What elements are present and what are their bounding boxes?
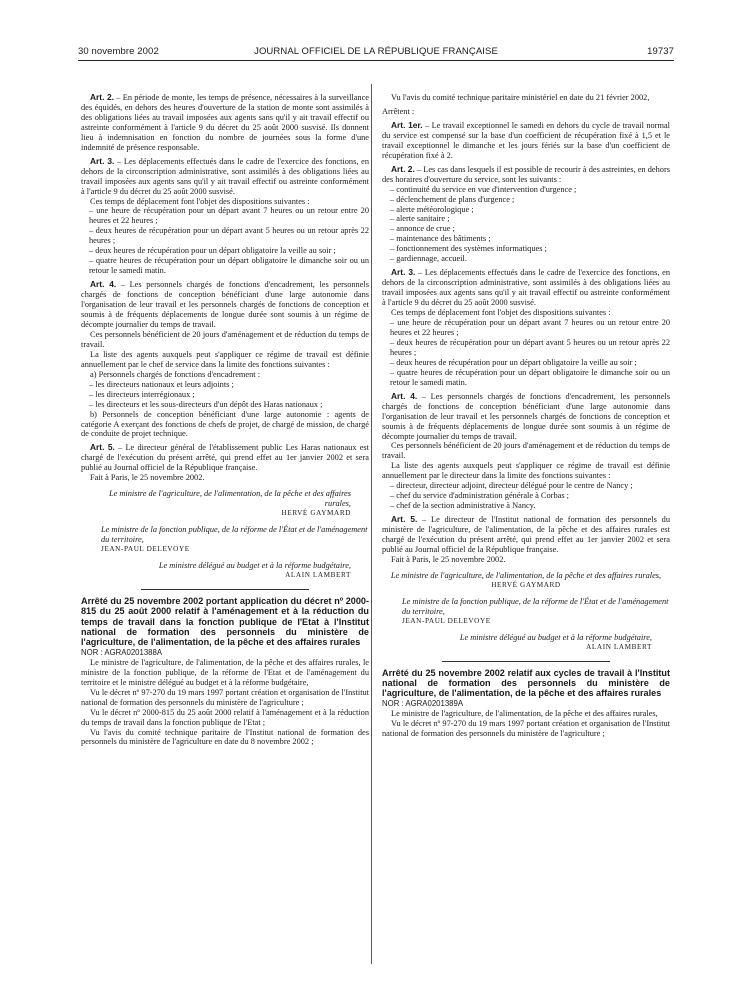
signature-block: Le ministre de la fonction publique, de la réforme de l'État et de l'aménagement du territoire, JEAN-PAUL DELEVOYE — [101, 525, 368, 553]
article-4-p2: Ces personnels bénéficient de 20 jours d'aménagement et de réduction du temps de travail. — [81, 329, 369, 349]
signature-block: Le ministre délégué au budget et à la réforme budgétaire, ALAIN LAMBERT — [81, 561, 369, 581]
page-header — [78, 44, 674, 61]
article-4-p3: La liste des agents auxquels peut s'appliquer ce régime de travail est définie annuellement par le chef de service dans la limite des fonctions suivantes : — [81, 349, 369, 369]
article-5: Art. 5. – Le directeur général de l'établissement public Les Haras nationaux est chargé de l'exécution du présent arrêté, qui prend effet au 1er janvier 2002 et sera publié au Journal officiel de la République française. — [81, 442, 369, 473]
signatory-name: ALAIN LAMBERT — [586, 642, 652, 651]
list-item: – continuité du service en vue d'intervention d'urgence ; — [390, 184, 577, 194]
article-4: Art. 4. – Les personnels chargés de fonctions d'encadrement, les personnels chargés de fonctions de conception bénéficiant d'une large autonomie dans l'organisation de leur travail et les personnels chargés de fonctions de conception et soumis à de fréquents déplacements de longue durée sont soumis à un régime de décompte journalier du temps de travail. — [81, 279, 369, 329]
nor-reference: NOR : AGRA0201389A — [382, 698, 464, 708]
left-column — [81, 93, 369, 747]
list-item: – chef de la section administrative à Nancy. — [390, 501, 536, 511]
fait-a-paris: Fait à Paris, le 25 novembre 2002. — [391, 554, 506, 564]
arretent: Arrêtent : — [382, 106, 415, 116]
article-1: Art. 1er. – Le travail exceptionnel le samedi en dehors du cycle de travail normal du service est compensé sur la base d'un coefficient de récupération fixé à 1,5 et le travail exceptionnel le dimanche et les jours fériés sur la base d'un coefficient de récupération fixé à 2. — [382, 119, 670, 160]
visa: Vu le décret nº 97-270 du 19 mars 1997 portant création et organisation de l'Institut national de formation des personnels du ministère de l'agriculture ; — [382, 718, 670, 738]
list-item: – une heure de récupération pour un départ avant 7 heures ou un retour entre 20 heures et 22 heures ; — [89, 206, 369, 226]
article-3-intro: Ces temps de déplacement font l'objet des dispositions suivantes : — [90, 196, 310, 206]
list-item: – alerte météorologique ; — [390, 204, 474, 214]
article-4: Art. 4. – Les personnels chargés de fonctions d'encadrement, les personnels chargés de fonctions de conception bénéficiant d'une large autonomie dans l'organisation de leur travail et les personnels chargés de fonctions de conception et soumis à de fréquents déplacements de longue durée sont soumis à un régime de décompte journalier du temps de travail. — [382, 390, 670, 441]
fait-a-paris: Fait à Paris, le 25 novembre 2002. — [90, 473, 205, 483]
article-4-a: a) Personnels chargés de fonctions d'encadrement : — [90, 369, 261, 379]
article-2: Art. 2. – En période de monte, les temps de présence, nécessaires à la surveillance des équidés, en dehors des heures d'ouverture de la station de monte sont assimilés à des obligations liées au travail imposées aux agents sans qu'il y ait travail effectif ou astreinte conformément à l'article 9 du décret du 25 août 2000 susvisé. Ils donnent lieu à indemnisation en fonction du nombre de journées sous la forme d'une indemnité de présence responsable. — [81, 92, 369, 152]
list-item: – directeur, directeur adjoint, directeur délégué pour le centre de Nancy ; — [390, 481, 633, 491]
list-item: – les directeurs interrégionaux ; — [89, 389, 195, 399]
article-3: Art. 3. – Les déplacements effectués dans le cadre de l'exercice des fonctions, en dehors de la circonscription administrative, sont assimilés à des obligations liées au travail imposées aux agents sans qu'il y ait travail effectif ou astreinte conformément à l'article 9 du décret du 25 août 2000 susvisé. — [382, 267, 670, 308]
signatory-name: HERVÉ GAYMARD — [491, 580, 561, 589]
list-item: – chef du service d'administration générale à Corbas ; — [390, 491, 569, 501]
signature-block: Le ministre de la fonction publique, de la réforme de l'État et de l'aménagement du territoire, JEAN-PAUL DELEVOYE — [402, 596, 669, 625]
section-separator — [141, 589, 309, 590]
preamble: Le ministre de l'agriculture, de l'alimentation, de la pêche et des affaires rurales, le ministre de la fonction publique, de la réforme de l'Etat et de l'aménagement du territoire et le ministre délégué au budget et à la réforme budgétaire, — [81, 657, 369, 687]
article-2: Art. 2. – Les cas dans lesquels il est possible de recourir à des astreintes, en dehors des horaires d'ouverture du service, sont les suivants : — [382, 163, 670, 184]
visa: Vu l'avis du comité technique paritaire de l'Institut national de formation des personnels du ministère de l'agriculture en date du 8 novembre 2002 ; — [81, 727, 369, 747]
preamble: Le ministre de l'agriculture, de l'alimentation, de la pêche et des affaires rurales, — [391, 708, 658, 718]
visa: Vu le décret nº 2000-815 du 25 août 2000 relatif à l'aménagement et à la réduction du temps de travail dans la fonction publique de l'Etat ; — [81, 707, 369, 727]
header-page-number: 19737 — [647, 46, 674, 57]
article-5: Art. 5. – Le directeur de l'Institut national de formation des personnels du ministère de l'agriculture, de l'alimentation, de la pêche et des affaires rurales est chargé de l'exécution du présent arrêté, qui prend effet au 1er janvier 2002 et sera publié au Journal officiel de la République française. — [382, 514, 670, 554]
list-item: – quatre heures de récupération pour un départ obligatoire le dimanche soir ou un retour le samedi matin. — [89, 256, 369, 276]
list-item: – deux heures de récupération pour un départ avant 5 heures ou un retour après 22 heures ; — [89, 226, 369, 246]
list-item: – deux heures de récupération pour un départ avant 5 heures ou un retour après 22 heures ; — [390, 337, 670, 357]
list-item: – quatre heures de récupération pour un départ obligatoire le dimanche soir ou un retour le samedi matin. — [390, 367, 670, 387]
signature-block: Le ministre délégué au budget et à la réforme budgétaire, ALAIN LAMBERT — [382, 633, 670, 653]
signatory-name: JEAN-PAUL DELEVOYE — [402, 616, 491, 625]
nor-reference: NOR : AGRA0201388A — [81, 647, 163, 657]
list-item: – deux heures de récupération pour un départ obligatoire la veille au soir ; — [390, 357, 637, 367]
list-item: – maintenance des bâtiments ; — [390, 234, 491, 244]
article-4-b: b) Personnels de conception bénéficiant d'une large autonomie : agents de catégorie A exerçant des fonctions de chefs de projet, de chargé de mission, de chargé de conduite de projet technique. — [81, 409, 369, 439]
signatory-name: JEAN-PAUL DELEVOYE — [101, 544, 190, 553]
article-4-p2: Ces personnels bénéficient de 20 jours d'aménagement et de réduction du temps de travail. — [382, 441, 670, 461]
list-item: – annonce de crue ; — [390, 224, 455, 234]
signature-block: Le ministre de l'agriculture, de l'alimentation, de la pêche et des affaires rurales, HERVÉ GAYMARD — [382, 571, 670, 591]
list-item: – une heure de récupération pour un départ avant 7 heures ou un retour entre 20 heures et 22 heures ; — [390, 318, 670, 337]
article-3-intro: Ces temps de déplacement font l'objet des dispositions suivantes : — [391, 308, 611, 318]
list-item: – les directeurs et les sous-directeurs d'un dépôt des Haras nationaux ; — [89, 399, 323, 409]
section-separator — [442, 661, 610, 662]
signatory-name: ALAIN LAMBERT — [285, 570, 351, 579]
list-item: – les directeurs nationaux et leurs adjoints ; — [89, 379, 234, 389]
list-item: – fonctionnement des systèmes informatiques ; — [390, 244, 547, 254]
column-divider — [371, 84, 372, 964]
decree-title: Arrêté du 25 novembre 2002 portant application du décret nº 2000-815 du 25 août 2000 relatif à l'aménagement et à la réduction du temps de travail dans la fonction publique de l'Etat à l'Institut national de formation des personnels du ministère de l'agriculture, de l'alimentation, de la pêche et des affaires rurales — [81, 595, 369, 648]
list-item: – gardiennage, accueil. — [390, 254, 467, 264]
header-date: 30 novembre 2002 — [78, 46, 159, 57]
signatory-name: HERVÉ GAYMARD — [281, 509, 351, 518]
article-3: Art. 3. – Les déplacements effectués dans le cadre de l'exercice des fonctions, en dehors de la circonscription administrative, sont assimilés à des obligations liées au travail imposées aux agents sans qu'il y ait travail effectif ou astreinte conformément à l'article 9 du décret du 25 août 2000 susvisé. — [81, 155, 369, 196]
visa: Vu l'avis du comité technique paritaire ministériel en date du 21 février 2002, — [391, 93, 650, 102]
list-item: – deux heures de récupération pour un départ obligatoire la veille au soir ; — [89, 246, 336, 256]
article-4-p3: La liste des agents auxquels peut s'appliquer ce régime de travail est définie annuellement par le directeur dans la limite des fonctions suivantes : — [382, 461, 670, 481]
visa: Vu le décret nº 97-270 du 19 mars 1997 portant création et organisation de l'Institut national de formation des personnels du ministère de l'agriculture ; — [81, 687, 369, 707]
right-column — [382, 93, 670, 739]
header-journal-title: JOURNAL OFFICIEL DE LA RÉPUBLIQUE FRANÇAISE — [254, 46, 498, 57]
list-item: – alerte sanitaire ; — [390, 214, 450, 224]
signature-block: Le ministre de l'agriculture, de l'alimentation, de la pêche et des affaires rurales, HERVÉ GAYMARD — [81, 489, 369, 519]
decree-title: Arrêté du 25 novembre 2002 relatif aux cycles de travail à l'Institut national de formation des personnels du ministère de l'agriculture, de l'alimentation, de la pêche et des affaires rurales — [382, 667, 670, 699]
list-item: – déclenchement de plans d'urgence ; — [390, 194, 515, 204]
